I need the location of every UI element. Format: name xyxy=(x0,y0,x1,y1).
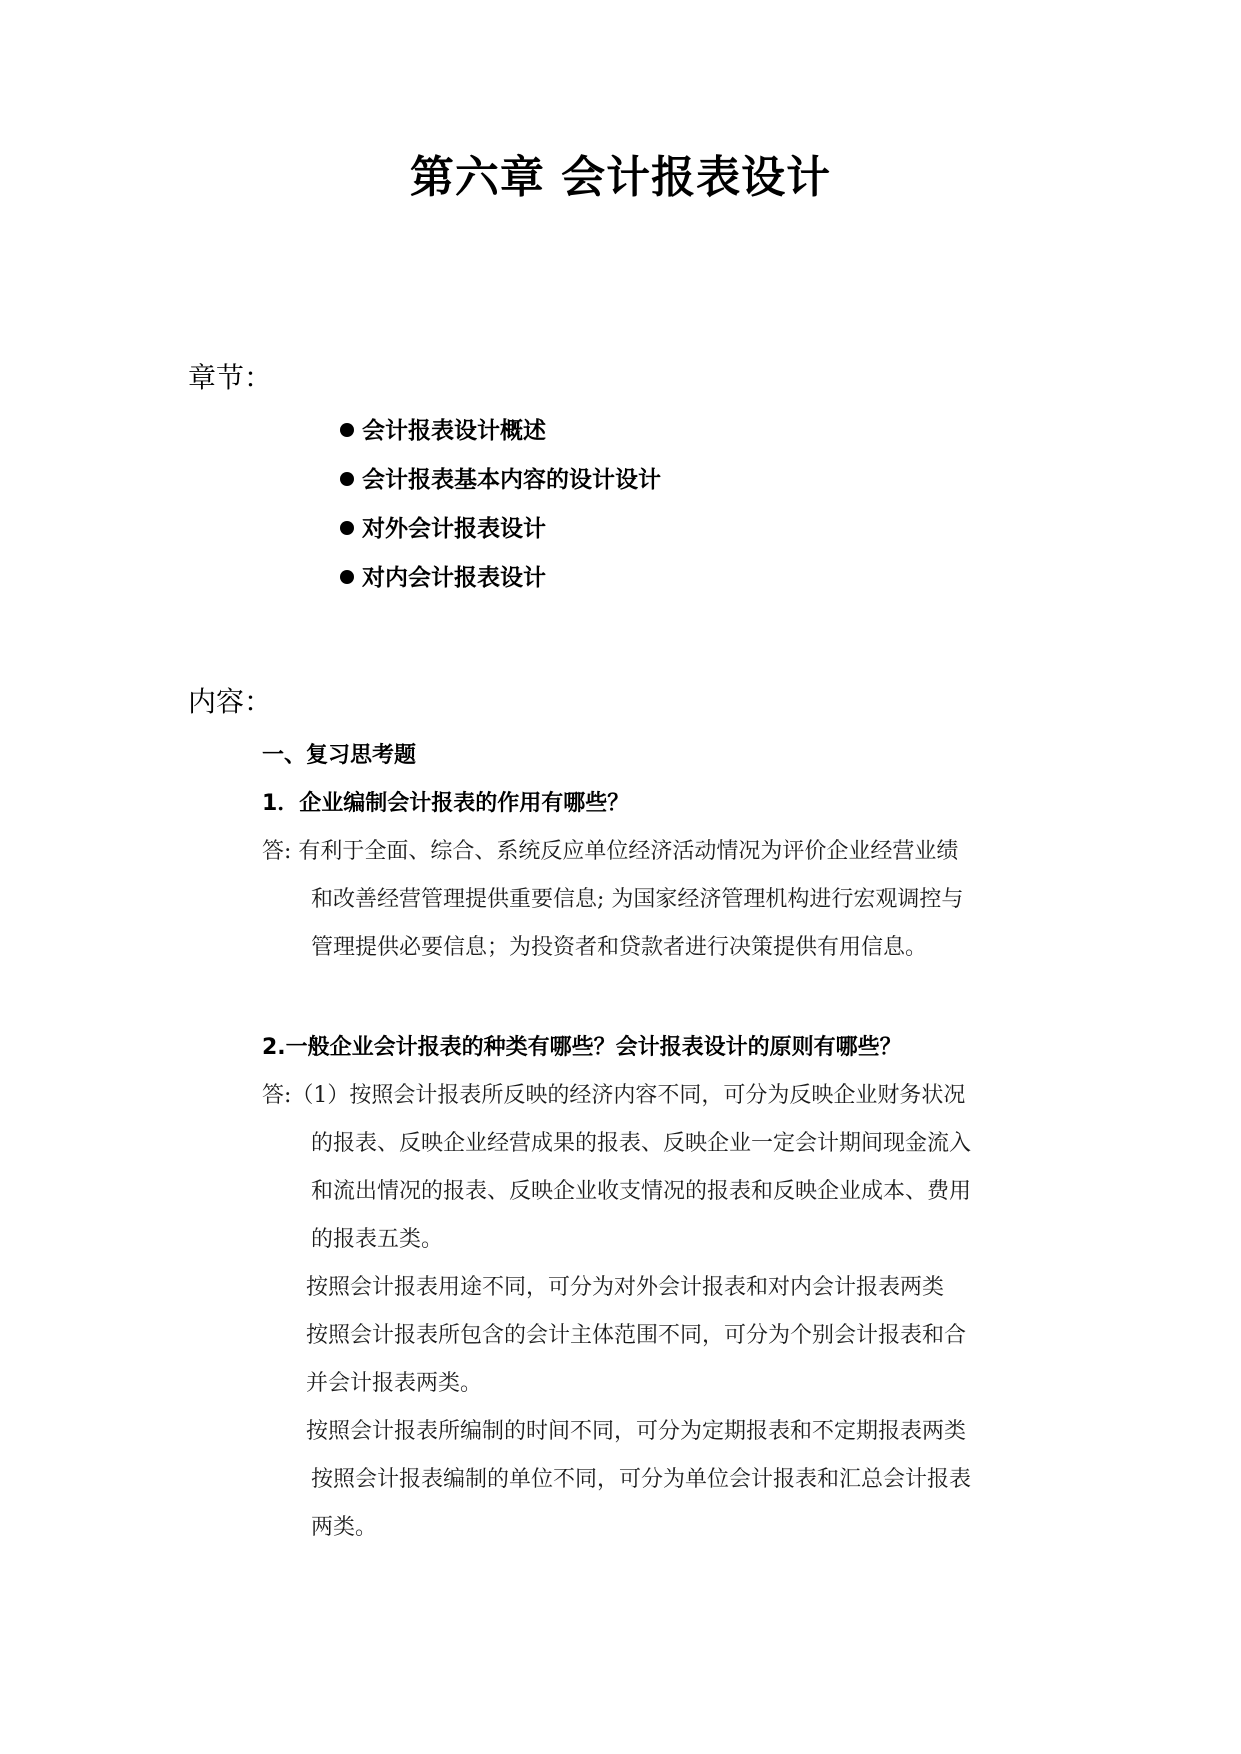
answer-2-line: 的报表五类。 xyxy=(311,1227,444,1252)
answer-2-line: 按照会计报表编制的单位不同，可分为单位会计报表和汇总会计报表 xyxy=(311,1467,972,1492)
sections-heading: 章节： xyxy=(188,361,273,394)
section-item-label: 会计报表设计概述 xyxy=(362,418,546,444)
question-2: 2.一般企业会计报表的种类有哪些？会计报表设计的原则有哪些？ xyxy=(262,1035,902,1060)
section-item xyxy=(340,510,661,559)
answer-2-line: 和流出情况的报表、反映企业收支情况的报表和反映企业成本、费用 xyxy=(311,1179,972,1204)
part-heading: 一、复习思考题 xyxy=(262,743,417,768)
bullet-icon xyxy=(340,472,354,486)
bullet-icon xyxy=(340,521,354,535)
bullet-icon xyxy=(340,423,354,437)
content-heading: 内容： xyxy=(188,685,273,718)
answer-2-line: 的报表、反映企业经营成果的报表、反映企业一定会计期间现金流入 xyxy=(311,1131,972,1156)
answer-2-line: 按照会计报表所编制的时间不同，可分为定期报表和不定期报表两类 xyxy=(306,1419,967,1444)
section-item xyxy=(340,461,661,510)
chapter-title: 第六章 会计报表设计 xyxy=(409,152,832,203)
section-list xyxy=(340,412,661,608)
answer-2-line: 两类。 xyxy=(311,1515,378,1540)
answer-1-line: 答: 有利于全面、综合、系统反应单位经济活动情况为评价企业经营业绩 xyxy=(262,839,959,864)
answer-2-line: 并会计报表两类。 xyxy=(306,1371,483,1396)
section-item-label: 会计报表基本内容的设计设计 xyxy=(362,467,661,493)
section-item-label: 对内会计报表设计 xyxy=(362,565,546,591)
question-1: 1．企业编制会计报表的作用有哪些？ xyxy=(262,791,630,816)
answer-2-line: 答:（1）按照会计报表所反映的经济内容不同，可分为反映企业财务状况 xyxy=(262,1083,966,1108)
answer-1-line: 和改善经营管理提供重要信息; 为国家经济管理机构进行宏观调控与 xyxy=(311,887,964,912)
answer-1-line: 管理提供必要信息；为投资者和贷款者进行决策提供有用信息。 xyxy=(311,935,928,960)
section-item xyxy=(340,412,661,461)
answer-2-line: 按照会计报表用途不同，可分为对外会计报表和对内会计报表两类 xyxy=(306,1275,945,1300)
bullet-icon xyxy=(340,570,354,584)
section-item xyxy=(340,559,661,608)
section-item-label: 对外会计报表设计 xyxy=(362,516,546,542)
answer-2-line: 按照会计报表所包含的会计主体范围不同，可分为个别会计报表和合 xyxy=(306,1323,967,1348)
